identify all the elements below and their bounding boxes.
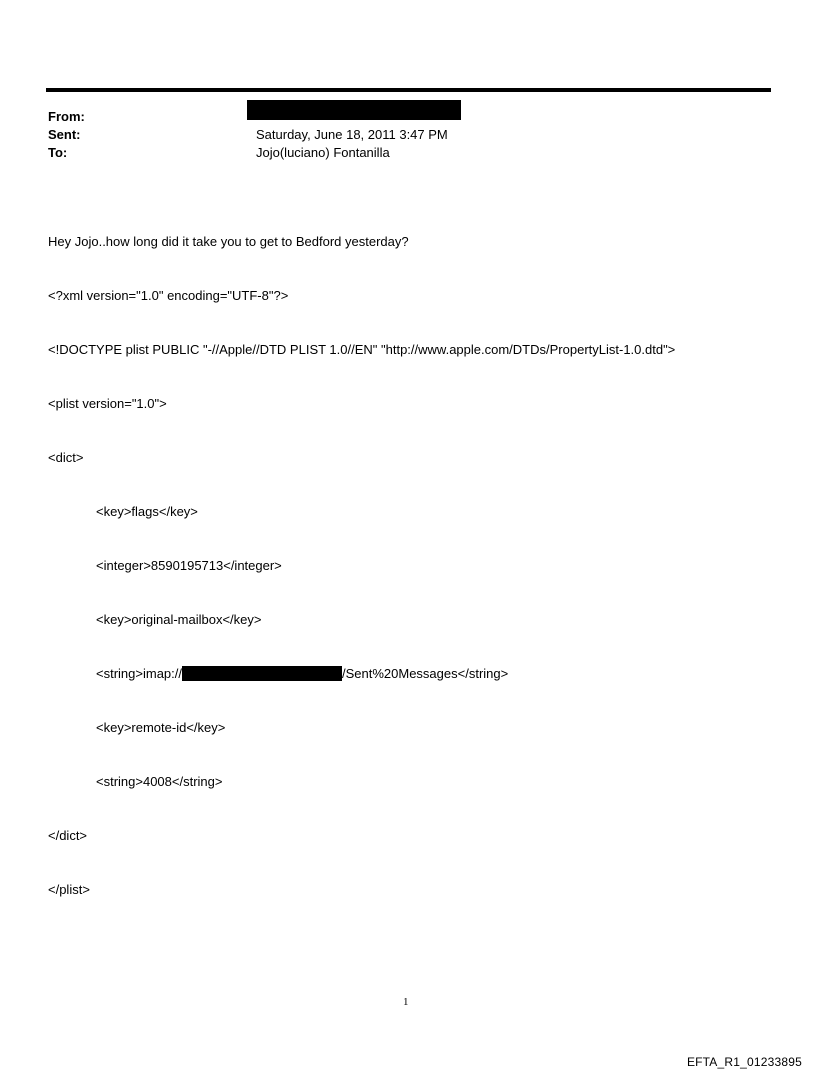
from-redaction [247,100,461,120]
body-line: <?xml version="1.0" encoding="UTF-8"?> [48,288,289,303]
sent-value: Saturday, June 18, 2011 3:47 PM [256,127,448,142]
imap-suffix: /Sent%20Messages</string> [342,666,509,681]
from-label: From: [48,109,85,124]
from-row [48,108,768,126]
to-label: To: [48,145,68,160]
email-body [48,197,675,917]
bates-number: EFTA_R1_01233895 [686,1055,802,1069]
body-line: <key>flags</key> [96,504,198,519]
body-line: <key>original-mailbox</key> [96,612,262,627]
body-line: <dict> [48,450,84,465]
body-line: <key>remote-id</key> [96,720,226,735]
body-line: Hey Jojo..how long did it take you to get to Bedford yesterday? [48,234,409,249]
body-line: </dict> [48,828,88,843]
body-line: <string>4008</string> [96,774,223,789]
body-line: <!DOCTYPE plist PUBLIC "-//Apple//DTD PLIST 1.0//EN" "http://www.apple.com/DTDs/PropertyList-1.0.dtd"> [48,342,676,357]
body-line-imap [48,665,675,683]
sent-row [48,126,768,144]
body-line: </plist> [48,882,90,897]
body-line: <integer>8590195713</integer> [96,558,282,573]
page-number: 1 [403,996,409,1008]
imap-prefix: <string>imap:// [96,666,182,681]
to-row [48,144,768,162]
header-divider [46,88,771,92]
body-line: <plist version="1.0"> [48,396,167,411]
sent-label: Sent: [48,127,81,142]
url-redaction [182,666,342,681]
to-value: Jojo(luciano) Fontanilla [256,145,390,160]
